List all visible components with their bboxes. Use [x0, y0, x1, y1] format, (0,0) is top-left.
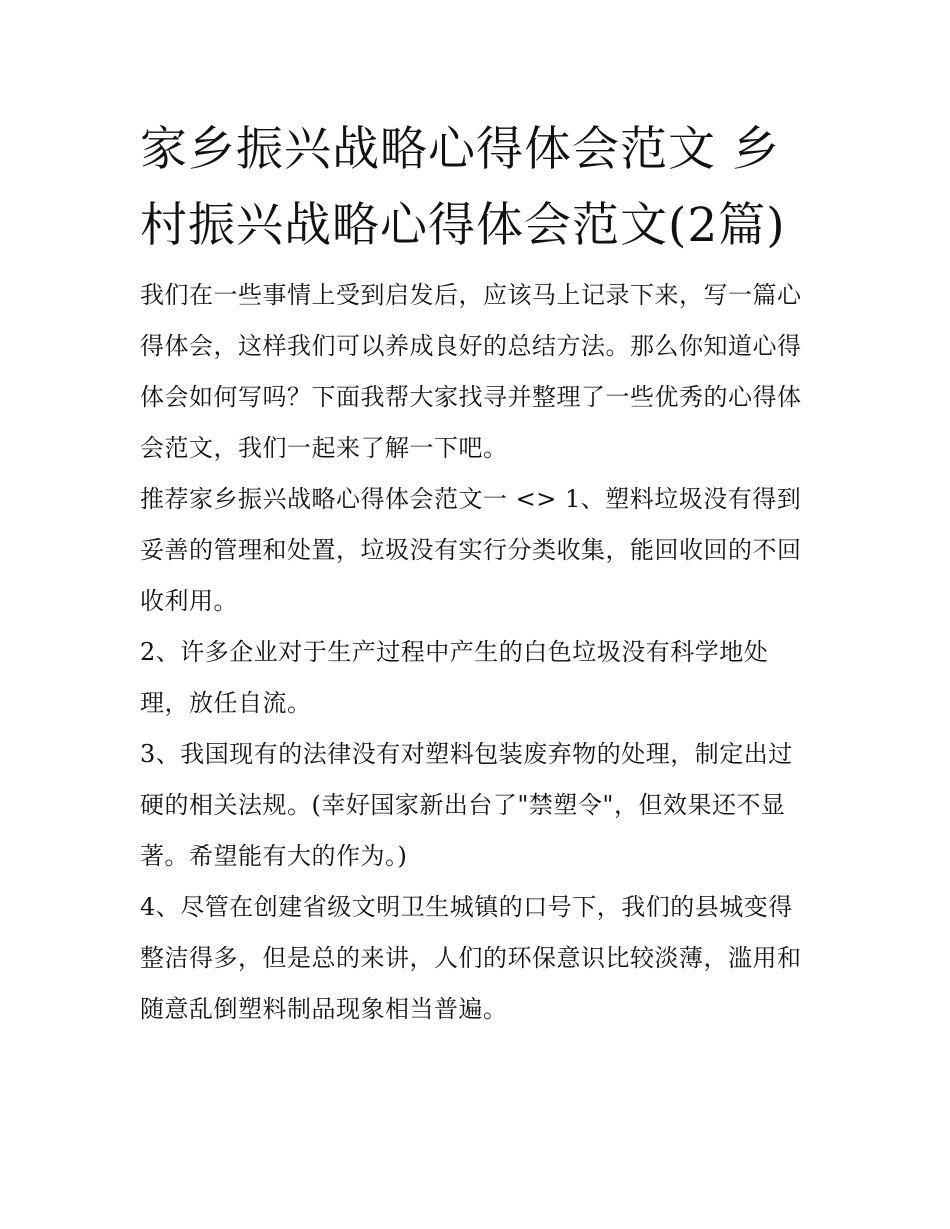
- paragraph-point-3: 3、我国现有的法律没有对塑料包装废弃物的处理，制定出过硬的相关法规。(幸好国家新出台了"禁塑令"，但效果还不显著。希望能有大的作为。): [140, 740, 793, 870]
- paragraph-point-1: 推荐家乡振兴战略心得体会范文一 <> 1、塑料垃圾没有得到妥善的管理和处置，垃圾没有实行分类收集，能回收回的不回收利用。: [140, 485, 802, 615]
- paragraph-intro: 我们在一些事情上受到启发后，应该马上记录下来，写一篇心得体会，这样我们可以养成良好的总结方法。那么你知道心得体会如何写吗？下面我帮大家找寻并整理了一些优秀的心得体会范文，我们一起来了解一下吧。: [140, 281, 802, 462]
- paragraph-point-2: 2、许多企业对于生产过程中产生的白色垃圾没有科学地处理，放任自流。: [140, 638, 769, 717]
- document-body: [140, 112, 812, 1035]
- paragraph-point-4: 4、尽管在创建省级文明卫生城镇的口号下，我们的县城变得整洁得多，但是总的来讲，人们的环保意识比较淡薄，滥用和随意乱倒塑料制品现象相当普遍。: [140, 893, 802, 1023]
- document-title: 家乡振兴战略心得体会范文 乡村振兴战略心得体会范文(2篇): [140, 122, 786, 253]
